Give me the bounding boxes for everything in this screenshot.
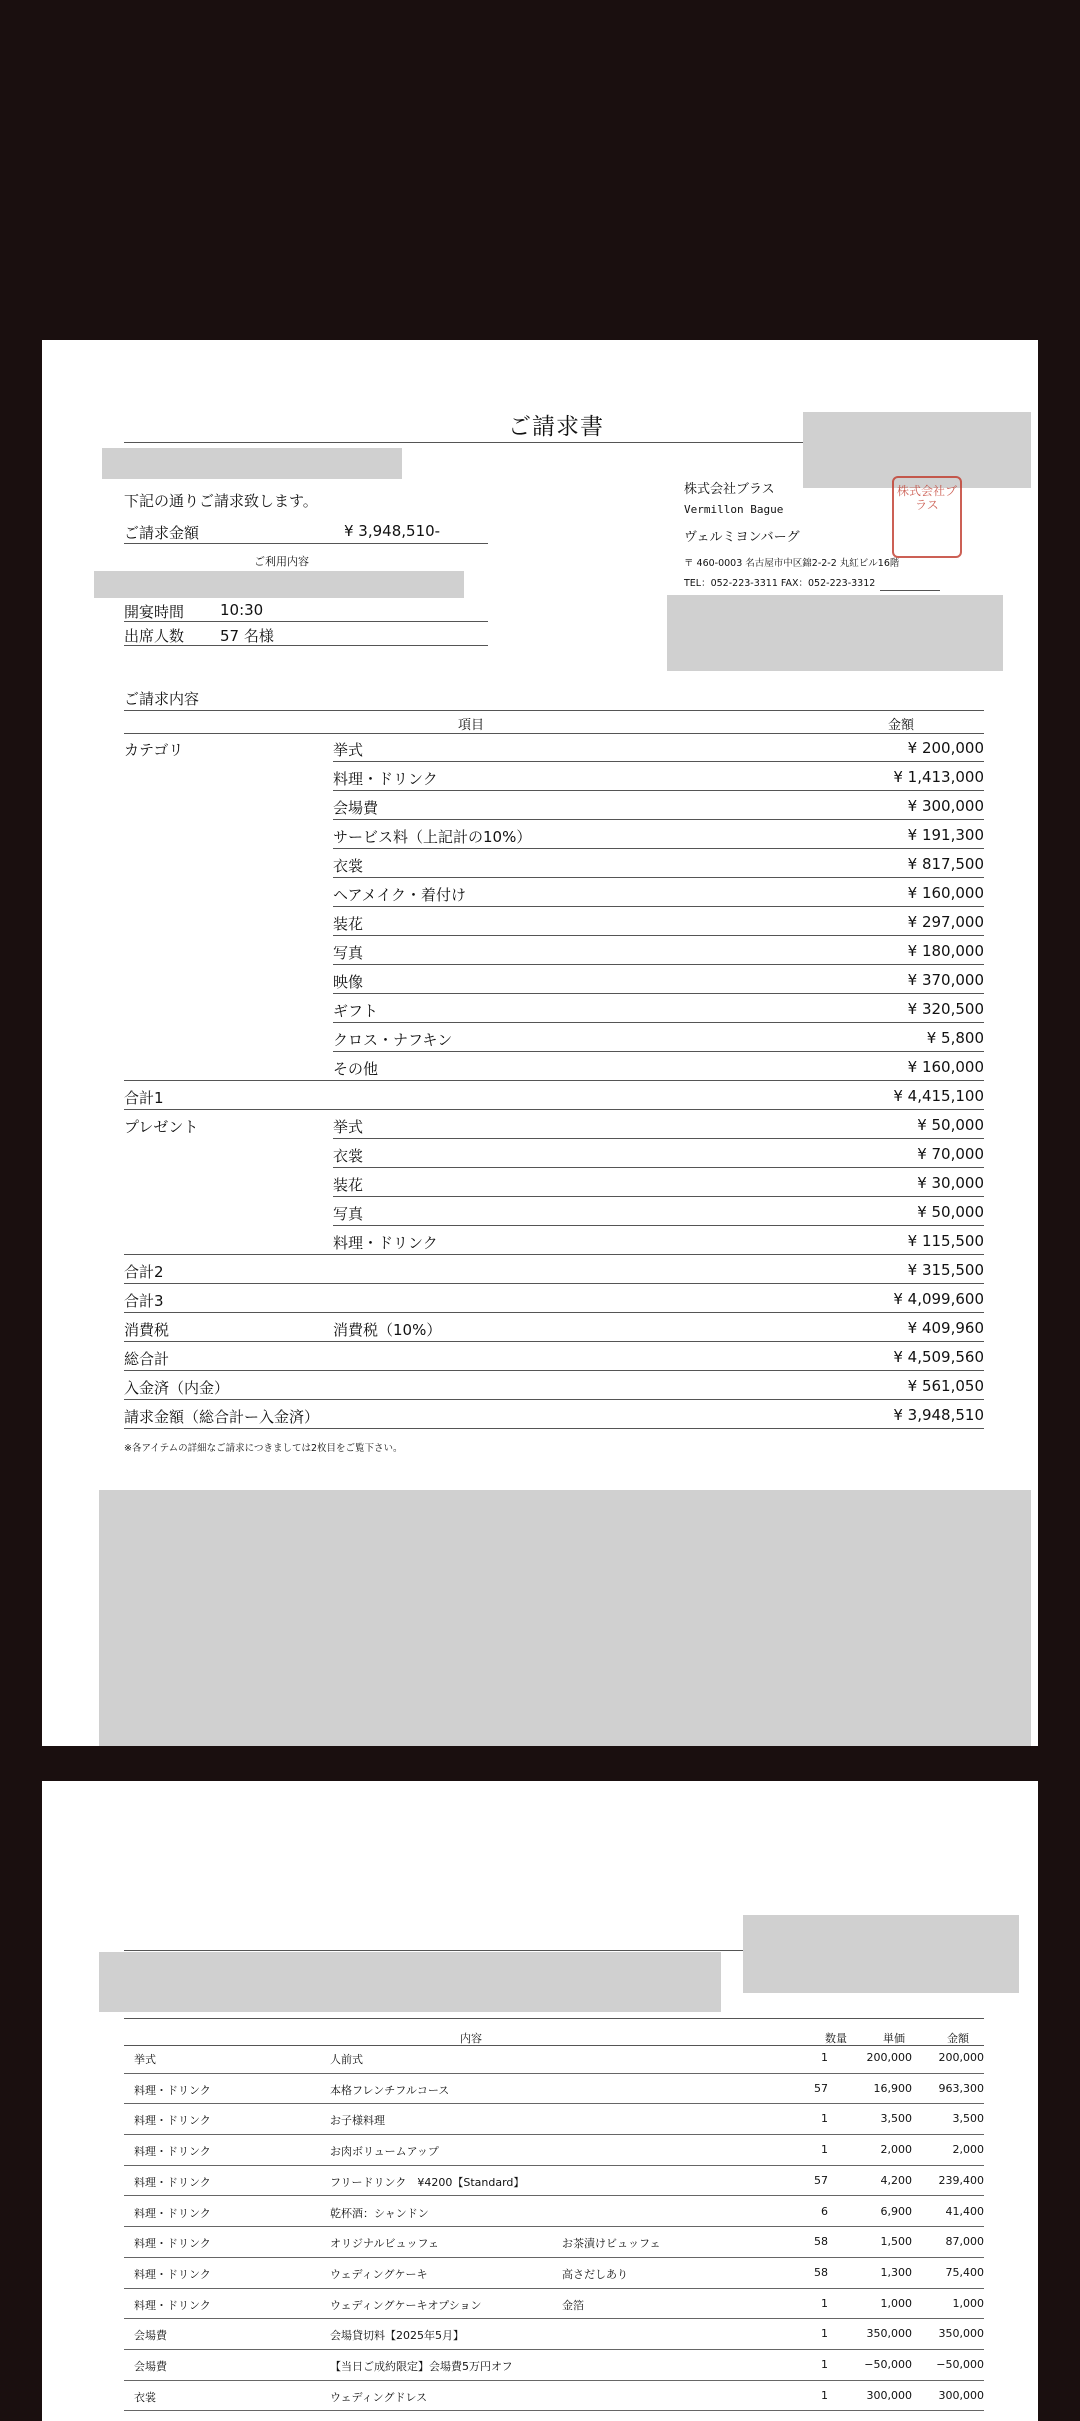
detail-qty: 1 [821, 2296, 828, 2310]
row-amount: ¥ 191,300 [907, 826, 984, 844]
detail-qty: 1 [821, 2358, 828, 2371]
detail-category: 料理・ドリンク [134, 2114, 211, 2128]
detail-category: 料理・ドリンク [134, 2175, 211, 2189]
row-item: その他 [333, 1060, 379, 1078]
detail-unit-price: −50,000 [864, 2358, 912, 2371]
redacted-page2-header [99, 1952, 721, 2012]
detail-item: 人前式 [330, 2053, 363, 2066]
row-divider [124, 2165, 984, 2166]
summary-row [42, 965, 1038, 994]
usage-label: ご利用内容 [254, 555, 309, 568]
company-brand-en: Vermillon Bague [684, 503, 784, 516]
row-item: サービス料（上記計の10%） [333, 828, 532, 846]
detail-row [42, 2383, 1038, 2414]
row-amount: ¥ 409,960 [907, 1319, 984, 1337]
detail-item: お子様料理 [330, 2114, 385, 2128]
row-item: 装花 [333, 1176, 364, 1194]
row-category: 総合計 [124, 1350, 170, 1368]
guests-value: 57 名様 [220, 627, 274, 645]
row-amount: ¥ 50,000 [917, 1203, 984, 1221]
redacted-bottom-area [99, 1490, 1031, 1746]
detail-option: お茶漬けビュッフェ [562, 2237, 661, 2251]
row-item: クロス・ナフキン [333, 1031, 453, 1049]
summary-row [42, 733, 1038, 762]
row-divider [124, 2318, 984, 2319]
detail-qty: 57 [814, 2081, 828, 2095]
detail-category: 挙式 [134, 2053, 156, 2066]
detail-amount: 300,000 [938, 2388, 984, 2402]
row-amount: ¥ 160,000 [907, 884, 984, 902]
row-amount: ¥ 370,000 [907, 971, 984, 989]
row-amount: ¥ 320,500 [907, 1000, 984, 1018]
row-amount: ¥ 817,500 [907, 855, 984, 873]
detail-row [42, 2045, 1038, 2076]
row-divider [124, 2103, 984, 2104]
invoice-page-1 [42, 340, 1038, 1746]
detail-qty: 1 [821, 2112, 828, 2126]
row-divider [124, 2257, 984, 2258]
row-item: 衣裳 [333, 1147, 364, 1165]
detail-row [42, 2106, 1038, 2137]
row-item: 消費税（10%） [333, 1321, 442, 1339]
company-tel: TEL：052-223-3311 FAX：052-223-3312 [684, 578, 876, 589]
row-amount: ¥ 561,050 [907, 1377, 984, 1395]
summary-row [42, 820, 1038, 849]
summary-row [42, 1110, 1038, 1139]
row-category: 合計1 [124, 1089, 164, 1107]
redacted-usage [94, 571, 464, 598]
row-item: ギフト [333, 1002, 379, 1020]
detail-qty: 1 [821, 2388, 828, 2402]
header-content: 内容 [460, 2032, 482, 2045]
detail-amount: 200,000 [938, 2051, 984, 2064]
detail-item: オリジナルビュッフェ [330, 2237, 439, 2251]
summary-row [42, 1168, 1038, 1197]
row-amount: ¥ 315,500 [907, 1261, 984, 1279]
summary-row [42, 878, 1038, 907]
row-amount: ¥ 4,099,600 [893, 1290, 984, 1308]
row-item: 挙式 [333, 1118, 364, 1136]
detail-row [42, 2199, 1038, 2230]
row-amount: ¥ 70,000 [917, 1145, 984, 1163]
summary-row [42, 1139, 1038, 1168]
detail-amount: 87,000 [945, 2235, 984, 2249]
summary-row [42, 1371, 1038, 1400]
summary-row [42, 1197, 1038, 1226]
summary-row [42, 762, 1038, 791]
header-item: 項目 [458, 718, 485, 733]
summary-row [42, 1255, 1038, 1284]
redacted-company-info [667, 595, 1003, 671]
row-category: カテゴリ [124, 741, 184, 759]
row-divider [124, 2226, 984, 2227]
guests-label: 出席人数 [124, 627, 185, 645]
row-amount: ¥ 30,000 [917, 1174, 984, 1192]
row-divider [124, 2380, 984, 2381]
row-item: 写真 [333, 1205, 364, 1223]
summary-row [42, 1400, 1038, 1429]
summary-row [42, 1226, 1038, 1255]
company-name: 株式会社ブラス [684, 482, 775, 497]
detail-row [42, 2168, 1038, 2199]
detail-category: 料理・ドリンク [134, 2145, 211, 2159]
summary-row [42, 907, 1038, 936]
intro-text: 下記の通りご請求致します。 [124, 492, 318, 510]
summary-row [42, 1052, 1038, 1081]
row-item: 料理・ドリンク [333, 770, 438, 788]
detail-category: 会場費 [134, 2329, 167, 2343]
row-amount: ¥ 115,500 [907, 1232, 984, 1250]
summary-row [42, 936, 1038, 965]
detail-row [42, 2291, 1038, 2322]
summary-row [42, 791, 1038, 820]
detail-qty: 6 [821, 2204, 828, 2218]
row-amount: ¥ 200,000 [907, 739, 984, 757]
row-amount: ¥ 180,000 [907, 942, 984, 960]
row-item: 映像 [333, 973, 364, 991]
detail-category: 料理・ドリンク [134, 2237, 211, 2251]
detail-amount: 239,400 [938, 2173, 984, 2187]
row-divider [124, 2288, 984, 2289]
summary-row [42, 1081, 1038, 1110]
detail-row [42, 2076, 1038, 2107]
row-category: 入金済（内金） [124, 1379, 230, 1397]
detail-amount: 3,500 [952, 2112, 984, 2126]
header-qty: 数量 [825, 2032, 847, 2045]
row-amount: ¥ 5,800 [926, 1029, 984, 1047]
header-amount: 金額 [888, 718, 915, 733]
summary-row [42, 849, 1038, 878]
time-label: 開宴時間 [124, 603, 185, 621]
redacted-page2-header-right [743, 1915, 1019, 1993]
detail-amount: 350,000 [938, 2327, 984, 2341]
detail-unit-price: 1,000 [880, 2296, 912, 2310]
detail-qty: 58 [814, 2265, 828, 2279]
row-item: 会場費 [333, 799, 379, 817]
detail-unit-price: 2,000 [880, 2143, 912, 2157]
row-category: 消費税 [124, 1321, 170, 1339]
header-unit: 単価 [883, 2032, 905, 2045]
row-item: 装花 [333, 915, 364, 933]
detail-item: フリードリンク ¥4200【Standard】 [330, 2175, 525, 2189]
row-amount: ¥ 297,000 [907, 913, 984, 931]
detail-row [42, 2321, 1038, 2352]
summary-row [42, 1342, 1038, 1371]
detail-amount: 2,000 [952, 2143, 984, 2157]
summary-row [42, 1023, 1038, 1052]
row-divider [124, 2073, 984, 2074]
time-value: 10:30 [220, 601, 264, 619]
detail-unit-price: 1,500 [880, 2235, 912, 2249]
detail-row [42, 2137, 1038, 2168]
row-item: 料理・ドリンク [333, 1234, 438, 1252]
detail-category: 料理・ドリンク [134, 2083, 211, 2097]
row-amount: ¥ 4,509,560 [893, 1348, 984, 1366]
row-item: ヘアメイク・着付け [333, 886, 467, 904]
detail-unit-price: 16,900 [873, 2081, 912, 2095]
company-brand-ja: ヴェルミヨンバーグ [684, 530, 800, 545]
footnote: ※各アイテムの詳細なご請求につきましては2枚目をご覧下さい。 [124, 1443, 403, 1454]
company-address: 〒 460-0003 名古屋市中区錦2-2-2 丸紅ビル16階 [684, 558, 900, 569]
detail-item: 本格フレンチフルコース [330, 2083, 450, 2097]
redacted-recipient [102, 448, 402, 479]
detail-amount: −50,000 [936, 2358, 984, 2371]
detail-item: 乾杯酒：シャンドン [330, 2206, 429, 2220]
detail-option: 高さだしあり [562, 2267, 628, 2281]
row-divider [124, 1428, 984, 1429]
detail-category: 料理・ドリンク [134, 2206, 211, 2220]
detail-item: 【当日ご成約限定】会場費5万円オフ [330, 2360, 513, 2373]
row-amount: ¥ 160,000 [907, 1058, 984, 1076]
title-underline [124, 442, 844, 443]
row-divider [124, 2410, 984, 2411]
row-item: 衣裳 [333, 857, 364, 875]
detail-qty: 1 [821, 2327, 828, 2341]
invoice-page-2 [42, 1781, 1038, 2421]
row-category: 請求金額（総合計ー入金済） [124, 1408, 320, 1426]
row-divider [124, 2134, 984, 2135]
detail-row [42, 2352, 1038, 2383]
detail-category: 料理・ドリンク [134, 2267, 211, 2281]
detail-amount: 1,000 [952, 2296, 984, 2310]
detail-unit-price: 6,900 [880, 2204, 912, 2218]
row-amount: ¥ 50,000 [917, 1116, 984, 1134]
amount-value: ¥ 3,948,510- [344, 522, 441, 540]
row-category: 合計2 [124, 1263, 164, 1281]
detail-item: お肉ボリュームアップ [330, 2145, 439, 2159]
detail-category: 料理・ドリンク [134, 2298, 211, 2312]
summary-row [42, 994, 1038, 1023]
detail-item: ウェディングケーキオプション [330, 2298, 482, 2312]
detail-qty: 1 [821, 2051, 828, 2064]
section-label: ご請求内容 [124, 690, 200, 708]
detail-qty: 1 [821, 2143, 828, 2157]
detail-amount: 75,400 [945, 2265, 984, 2279]
header-amount: 金額 [947, 2032, 969, 2045]
seal-text: 株式会社ブラス [896, 484, 957, 512]
row-category: プレゼント [124, 1118, 199, 1136]
detail-qty: 57 [814, 2173, 828, 2187]
detail-item: 会場貸切料【2025年5月】 [330, 2329, 464, 2343]
detail-amount: 41,400 [945, 2204, 984, 2218]
row-amount: ¥ 4,415,100 [893, 1087, 984, 1105]
detail-amount: 963,300 [938, 2081, 984, 2095]
row-amount: ¥ 3,948,510 [893, 1406, 984, 1424]
row-amount: ¥ 300,000 [907, 797, 984, 815]
summary-row [42, 1284, 1038, 1313]
detail-item: ウェディングケーキ [330, 2267, 428, 2281]
row-category: 合計3 [124, 1292, 164, 1310]
detail-unit-price: 4,200 [880, 2173, 912, 2187]
detail-unit-price: 1,300 [880, 2265, 912, 2279]
detail-qty: 58 [814, 2235, 828, 2249]
detail-unit-price: 3,500 [880, 2112, 912, 2126]
detail-row [42, 2229, 1038, 2260]
row-item: 写真 [333, 944, 364, 962]
row-item: 挙式 [333, 741, 364, 759]
detail-row [42, 2260, 1038, 2291]
invoice-title: ご請求書 [508, 414, 604, 440]
detail-unit-price: 300,000 [866, 2388, 912, 2402]
detail-item: ウェディングドレス [330, 2390, 428, 2404]
summary-row [42, 1313, 1038, 1342]
detail-option: 金箔 [562, 2298, 584, 2312]
detail-category: 衣裳 [134, 2390, 156, 2404]
company-seal [892, 476, 962, 558]
detail-unit-price: 200,000 [866, 2051, 912, 2064]
row-divider [124, 2195, 984, 2196]
detail-category: 会場費 [134, 2360, 167, 2373]
row-divider [124, 2349, 984, 2350]
detail-unit-price: 350,000 [866, 2327, 912, 2341]
row-amount: ¥ 1,413,000 [893, 768, 984, 786]
amount-label: ご請求金額 [124, 524, 200, 542]
